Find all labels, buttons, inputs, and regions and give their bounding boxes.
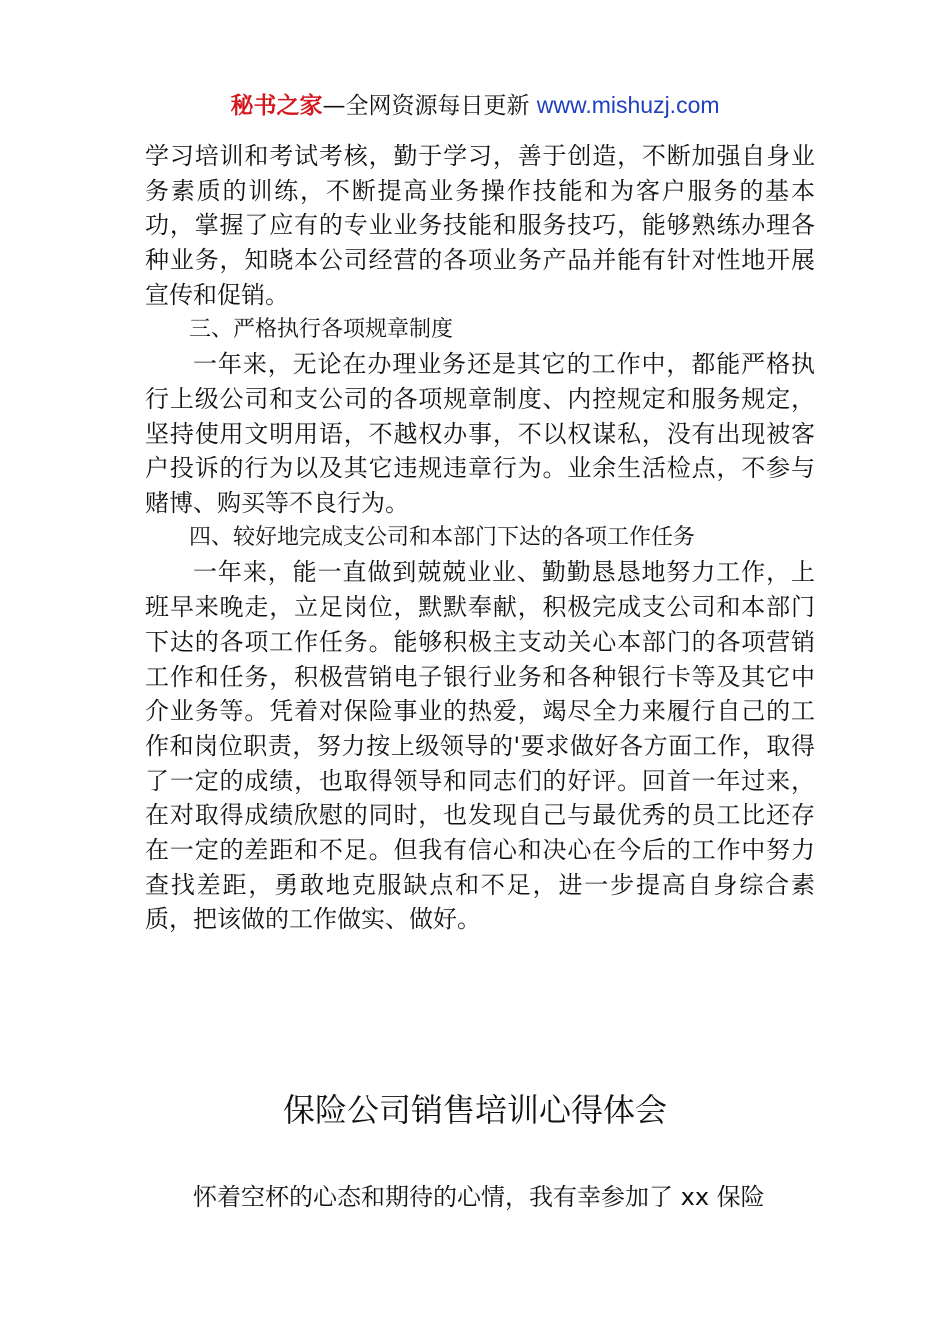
- second-article-body: [145, 1180, 815, 1215]
- page-header: [0, 88, 950, 123]
- paragraph-section-3: 一年来，无论在办理业务还是其它的工作中，都能严格执行上级公司和支公司的各项规章制度、内控规定和服务规定，坚持使用文明用语，不越权办事，不以权谋私，没有出现被客户投诉的行为以及其它违规违章行为。业余生活检点，不参与赌博、购买等不良行为。: [145, 350, 815, 518]
- paragraph-continuation: 学习培训和考试考核，勤于学习，善于创造，不断加强自身业务素质的训练，不断提高业务操作技能和为客户服务的基本功，掌握了应有的专业业务技能和服务技巧，能够熟练办理各种业务，知晓本公司经营的各项业务产品并能有针对性地开展宣传和促销。: [145, 142, 815, 309]
- paragraph-section-4: 一年来，能一直做到兢兢业业、勤勤恳恳地努力工作，上班早来晚走，立足岗位，默默奉献，积极完成支公司和本部门下达的各项工作任务。能够积极主支动关心本部门的各项营销工作和任务，积极营销电子银行业务和各种银行卡等及其它中介业务等。凭着对保险事业的热爱，竭尽全力来履行自己的工作和岗位职责，努力按上级领导的'要求做好各方面工作，取得了一定的成绩，也取得领导和同志们的好评。回首一年过来，在对取得成绩欣慰的同时，也发现自己与最优秀的员工比还存在一定的差距和不足。但我有信心和决心在今后的工作中努力查找差距，勇敢地克服缺点和不足，进一步提高自身综合素质，把该做的工作做实、做好。: [145, 558, 815, 934]
- document-title: 保险公司销售培训心得体会: [282, 1091, 667, 1129]
- website-link[interactable]: www.mishuzj.com: [536, 92, 720, 118]
- paragraph-opening: 怀着空杯的心态和期待的心情，我有幸参加了 xx 保险: [193, 1183, 765, 1211]
- section-heading-3: 三、严格执行各项规章制度: [189, 316, 454, 342]
- header-tagline: —全网资源每日更新: [322, 93, 537, 119]
- brand-name: 秘书之家: [230, 93, 323, 119]
- section-heading-4: 四、较好地完成支公司和本部门下达的各项工作任务: [189, 524, 696, 550]
- document-body: [145, 139, 815, 937]
